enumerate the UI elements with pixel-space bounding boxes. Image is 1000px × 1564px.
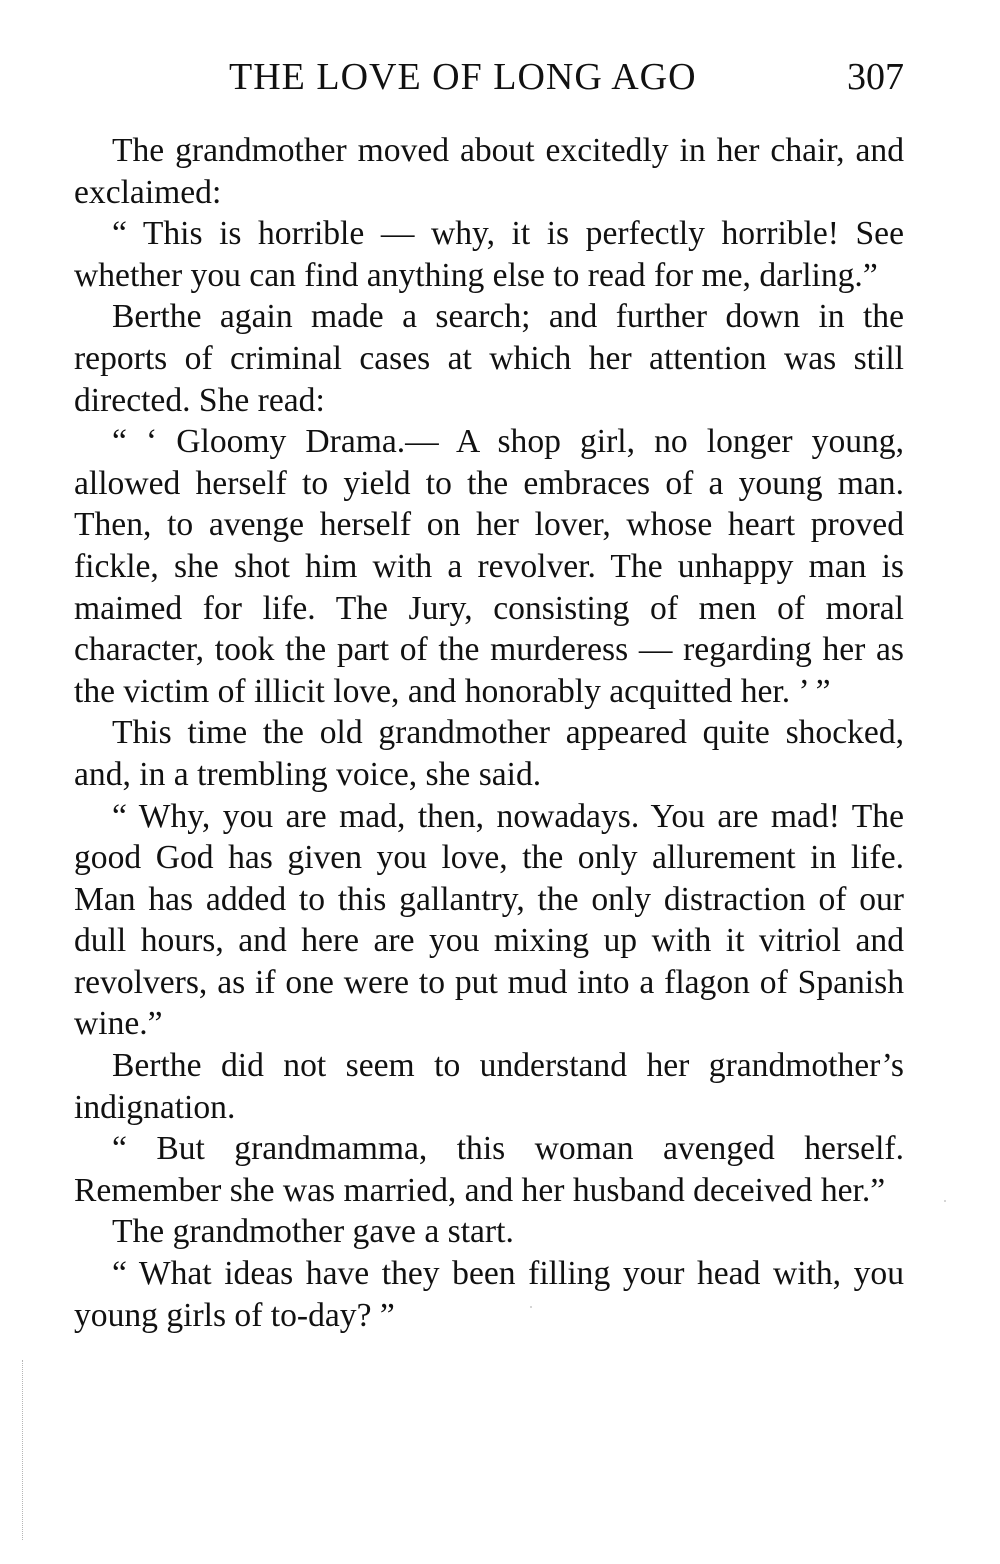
body-text [74,130,904,1336]
page-number: 307 [847,56,904,98]
paragraph: “ This is horrible — why, it is perfectly horrible! See whether you can find anything else to read for me, darling.” [74,215,904,294]
running-header [74,52,904,102]
running-title: THE LOVE OF LONG AGO [229,56,697,98]
paragraph: “ Why, you are mad, then, nowadays. You are mad! The good God has given you love, the only allurement in life. Man has added to this gallantry, the only distraction of our dull hours, and here are you mixing up with it vitriol and revolvers, as if one were to put mud into a flagon of Spanish wine.” [74,797,904,1043]
paragraph: Berthe did not seem to understand her grandmother’s indignation. [74,1047,904,1126]
margin-scan-artifact [22,1360,25,1540]
paragraph: “ ‘ Gloomy Drama.— A shop girl, no longer young, allowed herself to yield to the embraces of a young man. Then, to avenge herself on her lover, whose heart proved fickle, she shot him with a revolver. The unhappy man is maimed for life. The Jury, consisting of men of moral character, took the part of the murderess — regarding her as the victim of illicit love, and honorably acquitted her. ’ ” [74,423,904,710]
paragraph: The grandmother gave a start. [112,1213,514,1251]
paragraph: The grandmother moved about excitedly in her chair, and exclaimed: [74,132,904,211]
scan-speck [530,1306,532,1308]
paragraph: Berthe again made a search; and further down in the reports of criminal cases at which her attention was still directed. She read: [74,298,904,419]
scan-speck [944,1200,946,1202]
paragraph: “ But grandmamma, this woman avenged herself. Remember she was married, and her husband deceived her.” [74,1130,904,1209]
paragraph: This time the old grandmother appeared quite shocked, and, in a trembling voice, she said. [74,714,904,793]
paragraph: “ What ideas have they been filling your head with, you young girls of to-day? ” [74,1255,904,1334]
